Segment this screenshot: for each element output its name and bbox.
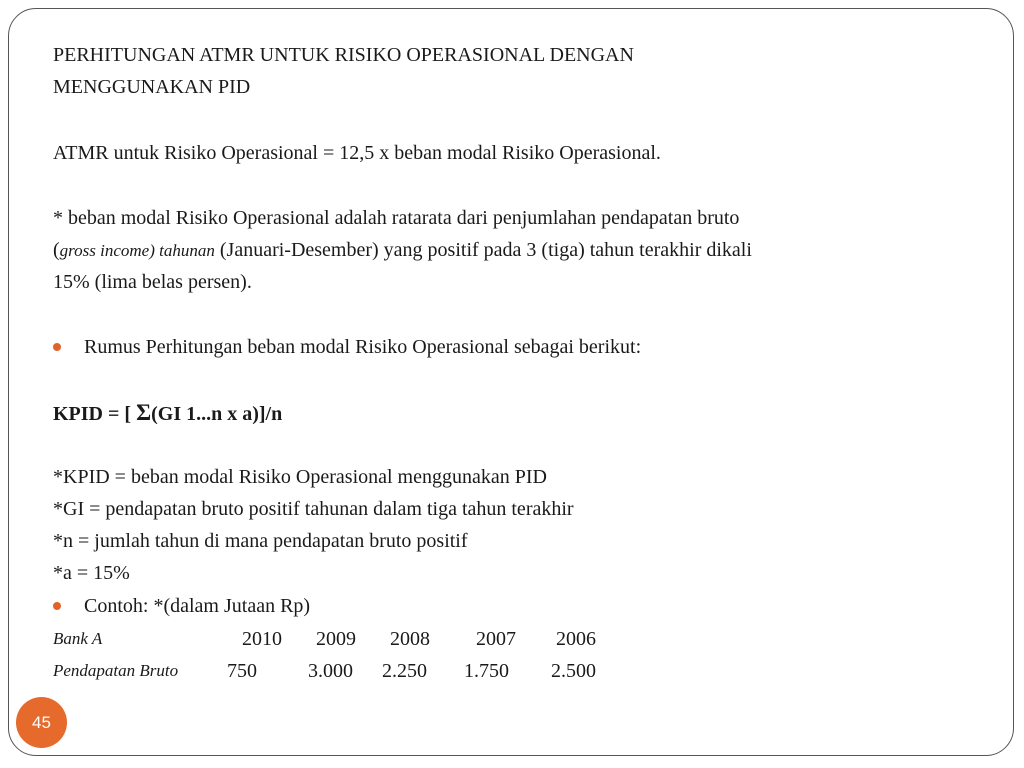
formula-suffix: (GI 1...n x a)]/n: [151, 403, 283, 425]
table-year-cell: 2006: [556, 628, 596, 650]
title-line-1: PERHITUNGAN ATMR UNTUK RISIKO OPERASIONAL DENGAN: [53, 44, 634, 66]
formula-prefix: KPID = [: [53, 403, 137, 425]
table-value-cell: 2.250: [382, 660, 427, 682]
table-year-cell: 2008: [390, 628, 430, 650]
bullet-dot: [53, 343, 61, 351]
table-value-cell: 1.750: [464, 660, 509, 682]
note-line-3: 15% (lima belas persen).: [53, 271, 252, 293]
definition-gi: *GI = pendapatan bruto positif tahunan dalam tiga tahun terakhir: [53, 498, 574, 520]
table-value-cell: 750: [227, 660, 257, 682]
table-row-label-pendapatan: Pendapatan Bruto: [53, 661, 179, 680]
note-line-2: [53, 237, 752, 264]
atmr-formula: ATMR untuk Risiko Operasional = 12,5 x beban modal Risiko Operasional.: [53, 142, 661, 164]
definition-a: *a = 15%: [53, 562, 130, 584]
bullet-dot: [53, 602, 61, 610]
table-value-cell: 2.500: [551, 660, 596, 682]
note-gross-income: gross income) tahunan: [59, 241, 215, 260]
kpid-formula: [53, 400, 282, 427]
definition-n: *n = jumlah tahun di mana pendapatan bruto positif: [53, 530, 468, 552]
title-line-2: MENGGUNAKAN PID: [53, 76, 251, 98]
table-row-label-bank: Bank A: [53, 629, 103, 648]
sigma-symbol: Σ: [136, 400, 152, 425]
bullet-rumus: Rumus Perhitungan beban modal Risiko Operasional sebagai berikut:: [84, 336, 642, 358]
page-number: 45: [32, 712, 51, 732]
table-year-cell: 2010: [242, 628, 282, 650]
table-value-cell: 3.000: [308, 660, 353, 682]
note-line-1: * beban modal Risiko Operasional adalah ratarata dari penjumlahan pendapatan bruto: [53, 207, 740, 229]
table-year-cell: 2007: [476, 628, 516, 650]
note-line-2-rest: (Januari-Desember) yang positif pada 3 (tiga) tahun terakhir dikali: [214, 239, 752, 261]
note-open-paren: (: [53, 239, 60, 261]
table-year-cell: 2009: [316, 628, 356, 650]
definition-kpid: *KPID = beban modal Risiko Operasional menggunakan PID: [53, 466, 547, 488]
page-number-badge: [16, 697, 67, 748]
bullet-contoh: Contoh: *(dalam Jutaan Rp): [84, 595, 311, 617]
